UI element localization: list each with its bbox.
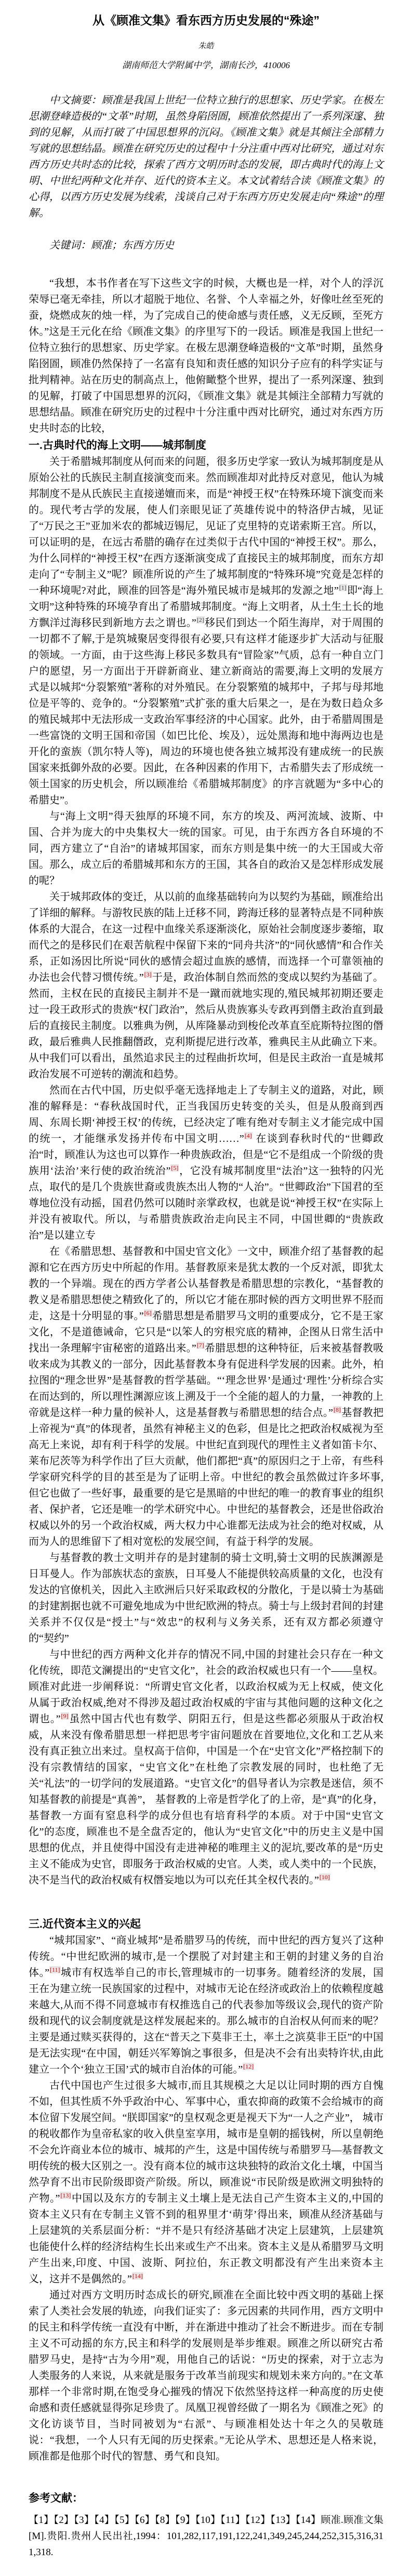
keywords: 关键词：顾准；东西方历史 — [49, 240, 174, 251]
paper-body — [29, 93, 383, 2560]
section-1-paragraph-2: 与“海上文明”得天独厚的环境不同，东方的埃及、两河流域、波斯、中国、合并为庞大的中央集权大一统的国家。可见，由于东西方各自环境的不同，西方建立了“自治”的诸城邦国家，而东方则是集中统一的大王国或大帝国。那么，成立后的希腊城邦和东方的王国，其各自的政治又是怎样形成发展的呢？ — [29, 811, 383, 887]
section-2-paragraph-1: 在《希腊思想、基督教和中国史官文化》一文中，顾准介绍了基督教的起源和它在西方历史中所起的作用。基督教原来是犹太教的一个反对派，即犹太教的一个异端。现在的西方学者公认基督教是希腊思想的宗教化，“基督教的教义是希腊思想使之精致化了的，所以它才能在那时候的西方文明世界不胫而走，这是十分明显的事。”[6]希腊思想是希腊罗马文明的重要成分，它不是王家文化，不是道德诫命，它只是“以笨人的穷根究底的精神，企图从日常生活中找出一条理解宇宙秘密的道路出来。”[7]希腊思想的这种特征，后来被基督教吸收来成为其教义的一部分，因此基督教本身有促进科学发展的因素。此外，柏拉图的“理念世界”是基督教的哲学基础。“‘理念世界’是通过‘理性’分析综合实在而达到的，所以理性渊源应该上溯及于一个全能的超人的力量，一神教的上帝就是这样一种力量的候补人，这是基督教与希腊思想的结合点。”[8]基督教把上帝视为“真”的体现者，虽然有神秘主义的色彩，但是比之把政治权威视为至高无上来说，却有利于科学的发展。中世纪直到现代的理性主义者如笛卡尔、莱布尼茨等为科学作出了巨大贡献，他们都把“真”的原因归之于上帝，有些科学家研究科学的目的甚至是为了证明上帝。中世纪的教会虽然做过许多坏事,但它也做了一些好事，最重要的是它是黑暗的中世纪的唯一的教育事业的组织者、保护者，它还是唯一的学术研究中心。中世纪的基督教会，还是世俗政治权威以外的另一个政治权威，两大权力中心谁都无法成为社会的绝对权威，从而为人的思维留下了相对宽松的发展空间，有益于科学的发展。 — [29, 1246, 383, 1547]
section-3-paragraph-3: 通过对西方文明历时态成长的研究,顾准在全面比较中西文明的基础上探索了人类社会发展的轨迹，向我们证实了：多元因素的共同作用，西方文明中的民主和科学传统一直没有中断，并在渐进中推动了社会不断进步。而在专制主义不可动摇的东方,民主和科学的发展则是举步维艰。顾准之所以研究古希腊罗马史，是持“古为今用”观，用他自己的话说：“历史的探索，对于立志为人类服务的人来说，从来就是服务于改革当前现实和规划未来方向的。”在文革那样一个非常时期,在饱受身心摧残的情况下依然坚持这样一种高度的历史使命感和责任感就显得弥足珍贵了。凤凰卫视曾经做了一期名为《顾准之死》的文化访谈节目，当时同被划为“右派”、与顾准相处达十年之久的吴敬琏说：“我想，一个人只有无闻的历史探索。”无论从学术、思想还是人格来说，顾准都是他那个时代的智慧、勇气和良知。 — [29, 2289, 383, 2462]
footnote-marker-7: [7] — [196, 1342, 204, 1349]
footnote-marker-6: [6] — [144, 1309, 152, 1317]
footnote-marker-12: [12] — [243, 2063, 254, 2071]
footnote-marker-9: [9] — [61, 1712, 69, 1720]
section-3-heading: 三.近代资本主义的兴起 — [29, 1918, 141, 1930]
abstract: 中文摘要：顾准是我国上世纪一位特立独行的思想家、历史学家。在极左思潮登峰造极的“文革”时期，虽然身陷囹圄，顾准依然提出了一系列深邃、独到的见解，从而打破了中国思想界的沉闷。《顾准文集》就是其倾注全部精力写就的思想结晶。顾准在研究历史的过程中十分注重中西对比研究，通过对东西方历史共时态的比较，探索了西方文明历时态的发展，即古典时代的海上文明、中世纪两种文化并存、近代的资本主义。本文试着结合读《顾准文集》的心得，以西方历史发展为线索，浅谈自己对于东西方历史发展走向“殊途”的理解。 — [29, 95, 383, 219]
footnote-marker-3: [3] — [144, 971, 152, 979]
reference-entry: 【1】【2】【3】【4】【5】【6】【8】【9】【10】【11】【12】【13】【14】顾准.顾准文集[M].贵阳.贵州人民出社,1994：101,282,117,191,122,241,349,245,244,252,315,316,311,318. — [29, 2515, 383, 2558]
intro-paragraph: “我想，本书作者在写下这些文字的时候，大概也是一样，对个人的浮沉荣辱已毫无牵挂，所以才超脱于地位、名誉、个人幸福之外，好像吐丝至死的蚕，烧燃成灰的烛一样，为了完成自己的使命感与责任感，义无反顾，至死方休。”这是王元化在给《顾准文集》的序里写下的一段话。顾准是我国上世纪一位特立独行的思想家、历史学家。在极左思潮登峰造极的“文革”时期，虽然身陷囹圄，顾准仍然保持了一名富有良知和责任感的知识分子应有的科学实证与批判精神。站在历史的制高点上，他俯瞰整个世界，提出了一系列深邃、独到的见解，打破了中国思想界的沉闷，《顾准文集》就是其倾注全部精力写就的思想结晶。顾准在研究历史的过程中十分注重中西对比研究，通过对东西方历史共时态的比较， — [29, 278, 383, 434]
footnote-marker-1: [1] — [339, 584, 347, 592]
section-1-paragraph-4: 然而在古代中国，历史似乎毫无选择地走上了专制主义的道路，对此，顾准的解释是：“春秋战国时代，正当我国历史转变的关头，但是从殷商到西周、东周长期‘神授王权’的传统，已经决定了唯有绝对专制主义才能完成中国的统一，才能继承发扬并传布中国文明……”[4] 在谈到春秋时代的“世卿政治“时，顾准认为这也可以算作一种贵族政治，但是“它不是组成一个阶级的贵族用‘法治’来行使的政治统治”[5]，它没有城邦制度里“法治”这一独特的闪光点，取代的是几个贵族世裔或贵族杰出人物的“人治”。“世卿政治”下国君的至尊地位没有动摇，国君仍然可以随时亲掌政权，也就是说“神授王权”在实际上并没有被取代。所以，与希腊贵族政治走向民主不同，中国世卿的“贵族政治”是以建立专 — [29, 1085, 383, 1241]
section-1-heading: 一.古典时代的海上文明——城邦制度 — [29, 439, 206, 451]
section-3-paragraph-1: “城邦国家”、“商业城邦”是希腊罗马的传统，而中世纪的西方复兴了这种传统。“中世纪欧洲的城市,是一个摆脱了对封建主和王朝的封建义务的自治体。”[11]城市有权选举自己的市长,管理城市的一切事务。随着经济的发展，国王在为建立统一民族国家的过程中，对城市无论在经济或政治上的依赖程度越来越大,从而不得不同意城市有权推选自己的代表参加等级议会,现代的资产阶级和现代的议会制度就是这样发展起来的。那么城市的自治权从何而来的呢？主要是通过赎买获得的，这在“普天之下莫非王土，率土之滨莫非王臣”的中国是无法实现“在中国，朝廷兴军筹饷之事很多，但是决不会有出卖特许状,由此建立一个个‘独立王国’式的城市自治体的可能。”[12] — [29, 1935, 383, 2075]
footnote-marker-5: [5] — [171, 1164, 179, 1172]
author: 朱皓 — [198, 42, 214, 50]
footnote-marker-14: [14] — [132, 2272, 143, 2280]
section-3-paragraph-2: 古代中国也产生过很多大城市,而且其规模之大足以让同时期的西方自愧不如，但其性质不外乎政治中心、军事中心，重农抑商的政策不会给城市的商本位留下发展空间。“朕即国家”的皇权观念更是视天下为“一人之产业”， 城市的税收都作为皇帝私家的收入供皇室享用，城市是皇朝的摇钱树，所以皇朝绝不会允许商业本位的城市、城邦的产生，这是中国传统与希腊罗马—基督教文明传统的极大区别之一。没有商本位的城市这块独特的政治文化土壤，中国当然孕育不出市民阶级即资产阶级。所以，顾准说“市民阶级是欧洲文明独特的产物。”[13]中国以及东方的专制主义土壤上是无法自己产生资本主义的,中国的资本主义只有在专制主义管不到的租界里才‘萌芽’得出来，顾准从经济基础与上层建筑的关系层面分析：“并不是只有经济基础才决定上层建筑，上层建筑也能使什么样的经济结构生长出来或生产不出来。资本主义是从希腊罗马文明产生出来,印度、中国、波斯、阿拉伯，东正教文明都没有产生出来资本主义，这并不是偶然的。”[14] — [29, 2080, 383, 2285]
references-heading: 参考文献： — [29, 2492, 83, 2504]
footnote-marker-2: [2] — [196, 616, 204, 624]
footnote-marker-4: [4] — [244, 1132, 252, 1140]
affiliation: 湖南师范大学附属中学，湖南长沙，410006 — [122, 60, 290, 70]
footnote-marker-10: [10] — [319, 1874, 330, 1881]
section-1-paragraph-3: 关于城邦政体的变迁，从以前的血缘基础转向为以契约为基础，顾准给出了详细的解释。与游牧民族的陆上迁移不同，跨海迁移的显著特点是不同种族体系的大混合，在这一过程中血缘关系逐渐淡化，原始社会制度逐步萎缩，取而代之的是移民们在艰苦航程中保留下来的“同舟共济”的“同伙感情”和合作关系，正如汤因比所说“同伙的感情会超过血族的感情，而选择一个可靠领袖的办法也会代替习惯传统。”[3]于是，政治体制自然而然的变成以契约为基础了。然而，主权在民的直接民主制并不是一蹴而就地实现的,殖民城邦初期还要走过一段王政形式的贵族“权门政治”，然后从贵族寡头专政再到僭主政治直到最后的直接民主制度。以雅典为例，从库隆暴动到梭伦改革直至庇斯特拉图的僭政，最后雅典人民推翻僭政，克利斯提尼进行改革，雅典民主从此确立下来。从中我们可以看出，虽然追求民主的过程曲折坎坷，但是民主政治一直是城邦政治发展不可逆转的潮流和趋势。 — [29, 891, 383, 1080]
paper-title: 从《顾准文集》看东西方历史发展的“殊途” — [92, 14, 320, 27]
section-1-paragraph-1: 关于希腊城邦制度从何而来的问题，很多历史学家一致认为城邦制度是从原始公社的氏族民主制直接演变而来。然而顾准却对此持反对意见，他认为城邦制度不是从氏族民主直接递嬗而来，而是“神授王权”在特殊环境下演变而来的。现代考古学的发展，使人们亲眼见证了英雄传说中的特洛伊古城，见证了“万民之王”亚加米农的都城迈锡尼，见证了克里特的克诺索斯王宫。所以，可以证明的是，在远古希腊的确存在过类似于古代中国的“神授王权”。那么，为什么同样的“神授王权”在西方逐渐演变成了直接民主的城邦制度，而东方却走向了“专制主义”呢？顾准所说的产生了城邦制度的“特殊环境”究竟是怎样的一种环境呢?对此，顾准的回答是“海外殖民城市是城邦的发源之地”[1]即“海上文明”这种特殊的环境孕育出了希腊城邦制度。“海上文明者，从土生土长的地方飘洋过海移民到新地方去之谓也。”[2]移民们到达一个陌生海岸，对于周围的一切都不了解,于是筑城聚居变得很有必要,只有这样才能逐步扩大活动与征服的领域。一方面，由于这些海上移民多数具有“冒险家”气质，总有一种自立门户的愿望，另一方面出于开辟新商业、建立新商站的需要,海上文明的发展方式是以城邦“分裂繁殖”著称的对外殖民。在分裂繁殖的城邦中，子邦与母邦地位是平等的、竞争的。“分裂繁殖”式扩张的重大后果之一，是在为数日趋众多的殖民城邦中无法形成一支政治军事经济的中心国家。此外，由于希腊周围是一些富饶的文明王国和帝国（如巴比伦、埃及），远处黑海和地中海两边也是开化的蛮族（凯尔特人等)，周边的环境也使各独立城邦没有建成统一的民族国家来抵御外敌的必要。因此，在各种因素的作用下，古希腊失去了形成统一领土国家的历史机会，所以顾准给《希腊城邦制度》的序言就题为“多中心的希腊史”。 — [29, 456, 383, 806]
section-2-paragraph-2: 与基督教的教士文明并存的是封建制的骑士文明,骑士文明的民族渊源是日耳曼人。作为部族状态的蛮族，日耳曼人不能提供较高质量的文化，也没有发达的官僚机关，因此入主欧洲后只好采取政权的分散化，于是以骑士为基础的封建割据也就不可避免地成为中世纪欧洲的特点。骑士与上级封君间的封建关系并不仅仅是“授土”与“效忠”的权利与义务关系，还有双方都必须遵守的“契约” — [29, 1552, 383, 1644]
footnote-marker-13: [13] — [60, 2192, 71, 2200]
section-2-paragraph-3: 与中世纪的西方两种文化并存的情况不同,中国的封建社会只存在一种文化传统，即范文澜提出的“史官文化”，社会的政治权威也只有一个——皇权。顾准对此进一步阐释说：“所谓史官文化者，以政治权威为无上权威，使文化从属于政治权威,绝对不得涉及超过政治权威的宇宙与其他问题的这种文化之谓也。”[9]虽然中国古代也有数学、阴阳五行，但是这些都必须服从于政治权威，从来没有像希腊思想一样把思考宇宙问题放在首要地位,文化和工艺从来没有真正独立出来过。皇权高于信仰，中国是一个在“史官文化”严格控制下的没有宗教情结的国家，“史官文化”在杜绝了宗教发展的同时，也杜绝了无关“礼法”的一切学问的发展道路。“史官文化”的倡导者认为宗教是迷信，须不知基督教的前提是“真善”， 基督教的上帝是哲学化了的上帝，是“真”的化身，基督教一方面有窒息科学的成分但也有培育科学的本质。对于中国“史官文化”的态度，顾准也不是全盘否定的，他认为“史官文化”中的历史主义是中国思想的优点，并且使得中国没有走进神秘的唯理主义的泥坑,要改革的是“历史主义不能成为史官，即服务于政治权威的史官。人类，或人类中的一个民族，决不是当代的政治权威有权僭妄地以为可以充任其全权代表的。”[10] — [29, 1649, 383, 1886]
footnote-marker-8: [8] — [334, 1406, 341, 1414]
footnote-marker-11: [11] — [49, 1966, 60, 1974]
